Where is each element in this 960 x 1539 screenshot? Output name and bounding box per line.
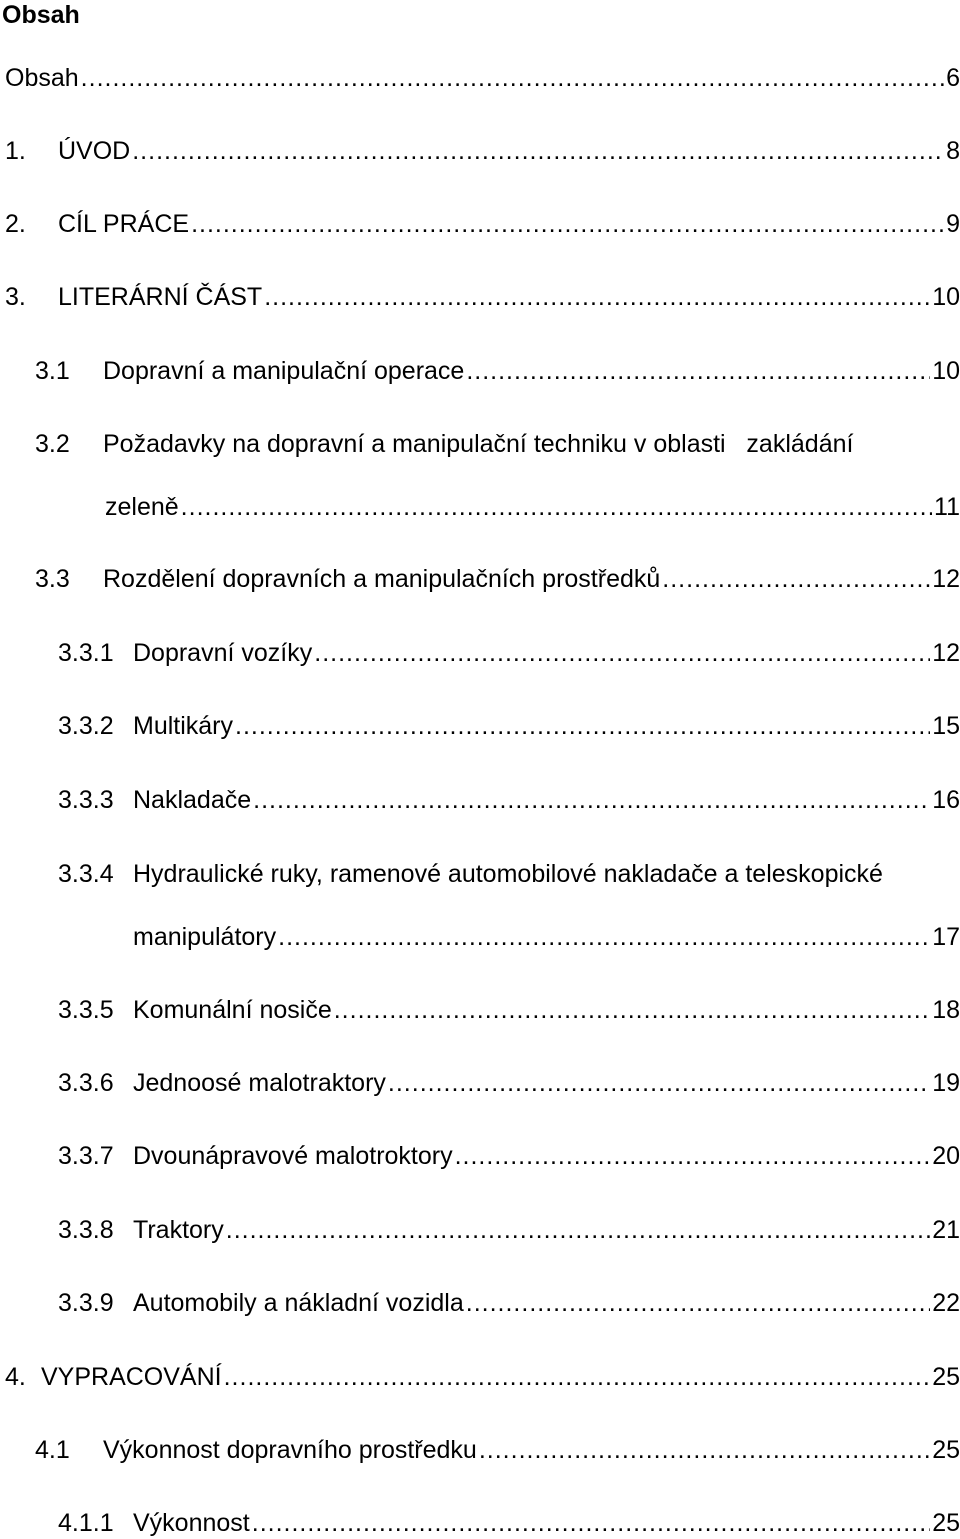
toc-entry-title: zeleně — [105, 493, 179, 521]
toc-entry-title-line1: Hydraulické ruky, ramenové automobilové nakladače a teleskopické — [133, 860, 883, 888]
toc-leader-dots — [479, 1434, 930, 1466]
toc-leader-dots — [466, 1287, 930, 1319]
toc-entry-number: 3.3.4 — [58, 860, 114, 888]
toc-entry[interactable] — [58, 1507, 960, 1539]
toc-leader-dots — [224, 1361, 931, 1393]
toc-entry-title: Výkonnost dopravního prostředku — [103, 1436, 477, 1464]
toc-entry[interactable] — [58, 710, 960, 742]
toc-leader-dots — [181, 491, 932, 523]
toc-entry-number: 3.3.3 — [58, 786, 114, 814]
toc-entry-page: 17 — [932, 923, 960, 951]
toc-entry-page: 8 — [946, 137, 960, 165]
toc-entry[interactable] — [58, 1287, 960, 1319]
toc-entry-number: 3.3.8 — [58, 1216, 114, 1244]
toc-entry-number: 3.3.6 — [58, 1069, 114, 1097]
toc-entry-title: VYPRACOVÁNÍ — [41, 1363, 222, 1391]
toc-entry-page: 16 — [932, 786, 960, 814]
toc-entry-number: 3.1 — [35, 357, 70, 385]
toc-entry-title: Jednoosé malotraktory — [133, 1069, 386, 1097]
toc-leader-dots — [252, 1507, 930, 1539]
toc-leader-dots — [278, 921, 930, 953]
toc-leader-dots — [466, 355, 930, 387]
toc-entry-page: 11 — [934, 493, 960, 521]
toc-entry[interactable] — [5, 281, 960, 313]
toc-entry-number: 4.1 — [35, 1436, 70, 1464]
toc-entry-title: Traktory — [133, 1216, 224, 1244]
toc-entry-title: Nakladače — [133, 786, 252, 814]
toc-entry-page: 20 — [932, 1142, 960, 1170]
toc-entry[interactable] — [58, 784, 960, 816]
toc-entry-number: 2. — [5, 210, 26, 238]
toc-entry-page: 12 — [932, 639, 960, 667]
toc-leader-dots — [235, 710, 930, 742]
toc-entry-page: 12 — [932, 565, 960, 593]
toc-leader-dots — [662, 563, 930, 595]
page-title: Obsah — [2, 1, 80, 29]
toc-leader-dots — [253, 784, 930, 816]
toc-entry[interactable] — [58, 994, 960, 1026]
toc-entry-title: Dopravní a manipulační operace — [103, 357, 465, 385]
toc-entry[interactable] — [5, 135, 960, 167]
toc-entry[interactable] — [58, 1140, 960, 1172]
toc-entry-number: 3.3 — [35, 565, 70, 593]
toc-entry[interactable] — [35, 1434, 960, 1466]
toc-entry-page: 22 — [932, 1289, 960, 1317]
toc-leader-dots — [264, 281, 930, 313]
toc-entry-number: 3. — [5, 283, 26, 311]
toc-entry-page: 25 — [932, 1509, 960, 1537]
toc-leader-dots — [388, 1067, 930, 1099]
toc-entry-title: Obsah — [5, 64, 79, 92]
toc-entry-number: 3.3.1 — [58, 639, 114, 667]
toc-entry-page: 21 — [932, 1216, 960, 1244]
toc-leader-dots — [191, 208, 944, 240]
toc-entry-number: 1. — [5, 137, 26, 165]
toc-leader-dots — [455, 1140, 931, 1172]
toc-entry-page: 15 — [932, 712, 960, 740]
toc-entry-page: 10 — [932, 357, 960, 385]
toc-entry-page: 6 — [946, 64, 960, 92]
toc-entry-page: 25 — [932, 1363, 960, 1391]
toc-entry-title: Komunální nosiče — [133, 996, 332, 1024]
toc-entry[interactable] — [35, 563, 960, 595]
toc-leader-dots — [226, 1214, 930, 1246]
toc-entry[interactable] — [58, 1214, 960, 1246]
toc-entry-title-line1: Požadavky na dopravní a manipulační techniku v oblasti zakládání — [103, 430, 854, 458]
toc-entry-title: ÚVOD — [58, 137, 131, 165]
toc-entry-number: 3.3.9 — [58, 1289, 114, 1317]
toc-entry-title: Rozdělení dopravních a manipulačních prostředků — [103, 565, 661, 593]
toc-entry-page: 9 — [946, 210, 960, 238]
toc-leader-dots — [314, 637, 930, 669]
toc-entry[interactable] — [133, 921, 960, 953]
toc-entry-title: CÍL PRÁCE — [58, 210, 190, 238]
toc-entry[interactable] — [5, 62, 960, 94]
toc-entry[interactable] — [5, 208, 960, 240]
toc-entry-title: Multikáry — [133, 712, 234, 740]
toc-entry[interactable] — [58, 637, 960, 669]
toc-leader-dots — [81, 62, 944, 94]
toc-entry-page: 10 — [932, 283, 960, 311]
toc-entry-title: LITERÁRNÍ ČÁST — [58, 283, 263, 311]
toc-entry-title: manipulátory — [133, 923, 277, 951]
toc-entry[interactable] — [35, 355, 960, 387]
toc-entry-first-line[interactable] — [35, 428, 853, 460]
toc-entry-page: 18 — [932, 996, 960, 1024]
toc-entry[interactable] — [58, 1067, 960, 1099]
toc-entry[interactable] — [5, 1361, 960, 1393]
toc-entry-number: 4. — [5, 1363, 26, 1391]
toc-entry[interactable] — [105, 491, 960, 523]
toc-entry-page: 19 — [932, 1069, 960, 1097]
toc-entry-title: Dopravní vozíky — [133, 639, 313, 667]
toc-entry-page: 25 — [932, 1436, 960, 1464]
toc-entry-title: Dvounápravové malotroktory — [133, 1142, 453, 1170]
toc-entry-number: 3.3.2 — [58, 712, 114, 740]
toc-entry-title: Automobily a nákladní vozidla — [133, 1289, 464, 1317]
toc-entry-number: 4.1.1 — [58, 1509, 114, 1537]
toc-leader-dots — [334, 994, 930, 1026]
toc-leader-dots — [132, 135, 944, 167]
toc-entry-number: 3.2 — [35, 430, 70, 458]
toc-entry-number: 3.3.5 — [58, 996, 114, 1024]
toc-entry-number: 3.3.7 — [58, 1142, 114, 1170]
toc-entry-first-line[interactable] — [58, 858, 883, 890]
toc-entry-title: Výkonnost — [133, 1509, 250, 1537]
